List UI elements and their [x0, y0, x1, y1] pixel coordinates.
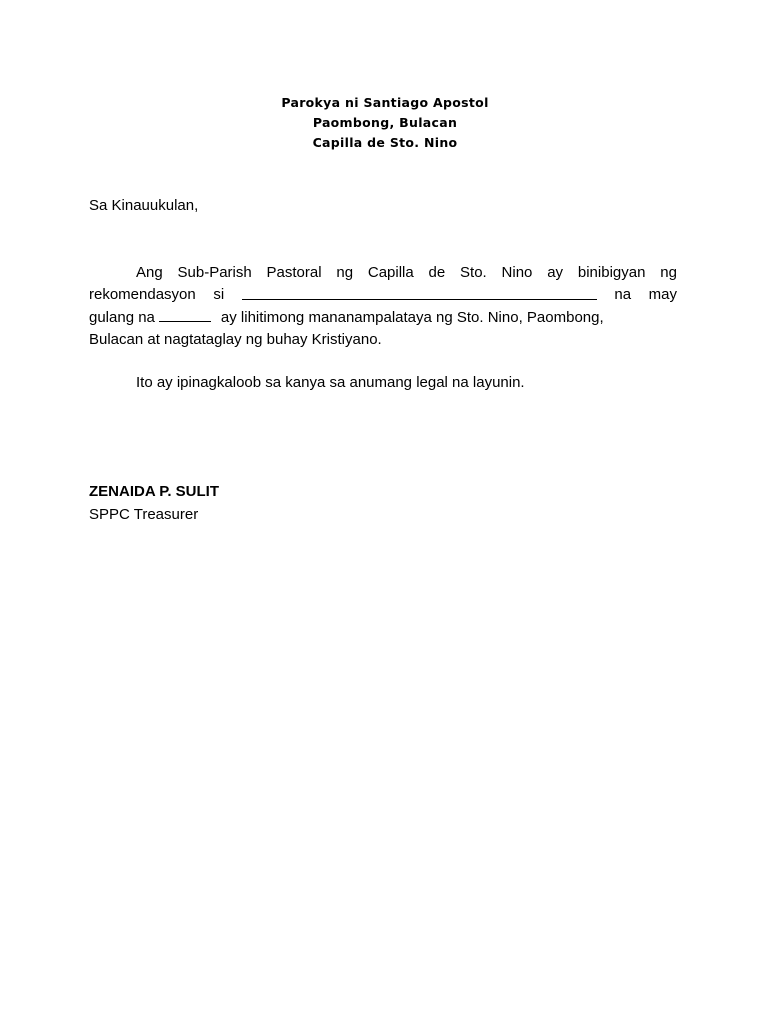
paragraph-line-4: Bulacan at nagtataglay ng buhay Kristiyano.: [89, 331, 382, 348]
word-may: may: [648, 286, 677, 303]
paragraph-line-1-word: Ang: [136, 264, 163, 281]
word-na: na: [614, 286, 632, 303]
paragraph-line-1: [89, 262, 677, 284]
paragraph-line-1-word: Sto.: [460, 264, 487, 281]
recommendation-paragraph: [89, 262, 677, 351]
word-rekomendasyon: rekomendasyon: [89, 286, 196, 303]
age-blank[interactable]: [159, 306, 211, 322]
paragraph-line-1-word: de: [428, 264, 446, 281]
signer-title: SPPC Treasurer: [89, 506, 199, 523]
salutation: Sa Kinauukulan,: [89, 197, 199, 214]
gulang-label: gulang na: [89, 309, 155, 326]
name-blank[interactable]: [242, 284, 597, 300]
paragraph-line-1-word: ay: [547, 264, 564, 281]
paragraph-line-2: [89, 284, 677, 306]
paragraph-line-1-word: Capilla: [367, 264, 414, 281]
paragraph-line-1-word: Pastoral: [266, 264, 322, 281]
paragraph-line-1-word: binibigyan: [577, 264, 646, 281]
paragraph-line-1-word: Nino: [501, 264, 533, 281]
paragraph-line-1-word: Sub-Parish: [177, 264, 252, 281]
paragraph-line-3-end: ay lihitimong mananampalataya ng Sto. Nino, Paombong,: [220, 309, 604, 326]
paragraph-line-1-word: ng: [660, 264, 677, 281]
letterhead: [0, 93, 768, 153]
parish-name: Parokya ni Santiago Apostol: [281, 95, 489, 110]
paragraph-line-1-word: ng: [336, 264, 354, 281]
paragraph-line-3: [89, 306, 677, 329]
signer-name: ZENAIDA P. SULIT: [89, 483, 220, 500]
parish-location: Paombong, Bulacan: [312, 115, 458, 130]
word-si: si: [213, 286, 225, 303]
purpose-paragraph: Ito ay ipinagkaloob sa kanya sa anumang legal na layunin.: [136, 374, 525, 391]
chapel-name: Capilla de Sto. Nino: [312, 135, 458, 150]
